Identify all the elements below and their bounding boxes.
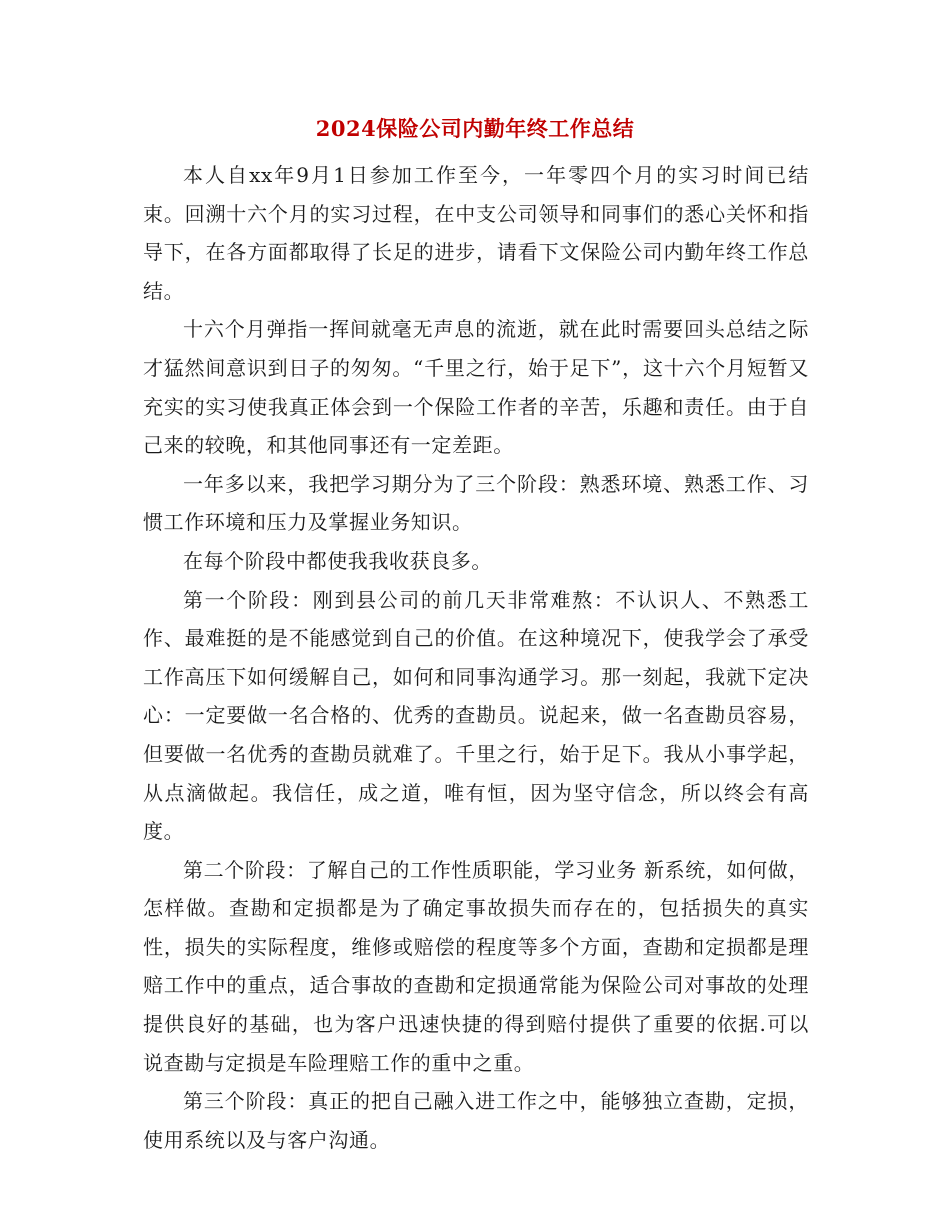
- paragraph: 第一个阶段：刚到县公司的前几天非常难熬：不认识人、不熟悉工作、最难挺的是不能感觉到自己的价值。在这种境况下，使我学会了承受工作高压下如何缓解自己，如何和同事沟通学习。那一刻起，我就下定决心：一定要做一名合格的、优秀的查勘员。说起来，做一名查勘员容易，但要做一名优秀的查勘员就难了。千里之行，始于足下。我从小事学起，从点滴做起。我信任，成之道，唯有恒，因为坚守信念，所以终会有高度。: [143, 587, 809, 844]
- paragraph: 第三个阶段：真正的把自己融入进工作之中，能够独立查勘，定损，使用系统以及与客户沟通。: [143, 1089, 809, 1152]
- document-body: [143, 156, 809, 1159]
- paragraph: 十六个月弹指一挥间就毫无声息的流逝，就在此时需要回头总结之际才猛然间意识到日子的匆匆。“千里之行，始于足下”，这十六个月短暂又充实的实习使我真正体会到一个保险工作者的辛苦，乐趣和责任。由于自己来的较晚，和其他同事还有一定差距。: [143, 317, 809, 458]
- paragraph: 在每个阶段中都使我我收获良多。: [183, 548, 492, 573]
- paragraph: 本人自xx年9月1日参加工作至今，一年零四个月的实习时间已结束。回溯十六个月的实习过程，在中支公司领导和同事们的悉心关怀和指导下，在各方面都取得了长足的进步，请看下文保险公司内勤年终工作总结。: [143, 163, 809, 303]
- paragraph: 第二个阶段：了解自己的工作性质职能，学习业务 新系统，如何做，怎样做。查勘和定损都是为了确定事故损失而存在的，包括损失的真实性，损失的实际程度，维修或赔偿的程度等多个方面，查勘和定损都是理赔工作中的重点，适合事故的查勘和定损通常能为保险公司对事故的处理提供良好的基础，也为客户迅速快捷的得到赔付提供了重要的依据.可以说查勘与定损是车险理赔工作的重中之重。: [143, 857, 809, 1075]
- document-title: 2024保险公司内勤年终工作总结: [315, 116, 635, 141]
- paragraph: 一年多以来，我把学习期分为了三个阶段：熟悉环境、熟悉工作、习惯工作环境和压力及掌握业务知识。: [143, 471, 809, 535]
